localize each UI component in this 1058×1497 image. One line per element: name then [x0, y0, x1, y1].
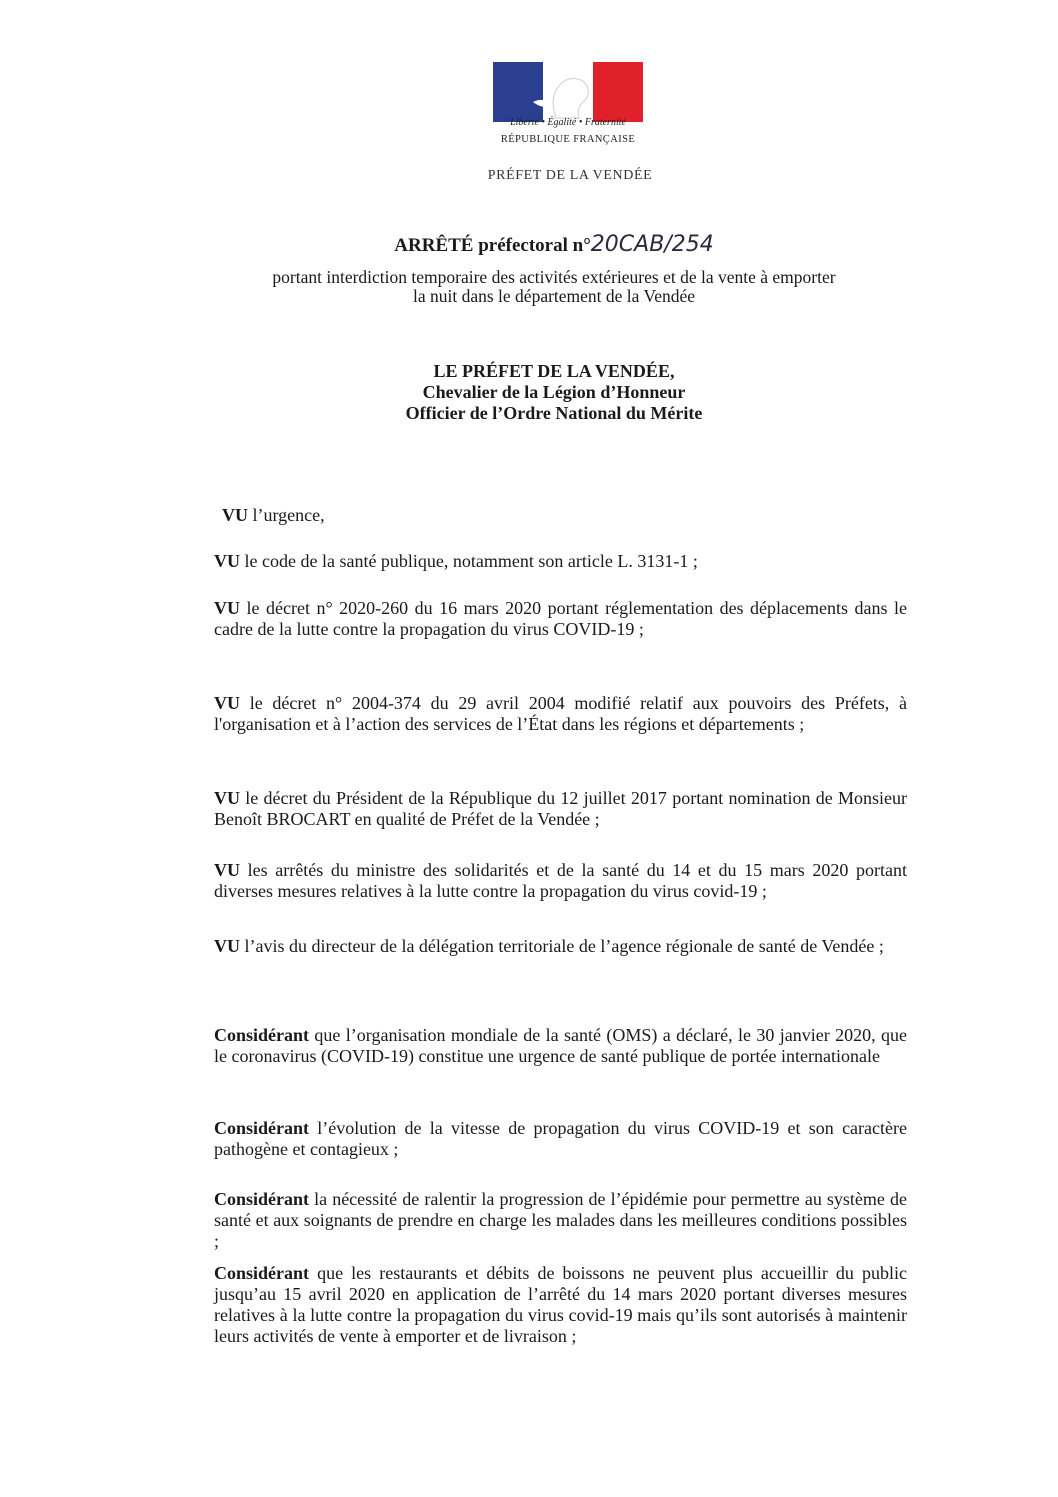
prefecture-name: PRÉFET DE LA VENDÉE: [487, 168, 653, 183]
prefet-title-line-3: Officier de l’Ordre National du Mérite: [405, 403, 703, 423]
arrete-number: 20CAB/254: [590, 232, 714, 257]
paragraph: VU le décret du Président de la République du 12 juillet 2017 portant nomination de Monsieur Benoît BROCART en qualité de Préfet de la Vendée ;: [214, 788, 907, 829]
arrete-subtitle: [200, 268, 908, 306]
paragraph: Considérant que l’organisation mondiale de la santé (OMS) a déclaré, le 30 janvier 2020, que le coronavirus (COVID-19) constitue une urgence de santé publique de portée internationale: [214, 1025, 907, 1066]
republic-motto: Liberté • Égalité • Fraternité: [510, 117, 626, 128]
paragraph: Considérant que les restaurants et débits de boissons ne peuvent plus accueillir du public jusqu’au 15 avril 2020 en application de l’arrêté du 14 mars 2020 portant diverses mesures relatives à la lutte contre la propagation du virus covid-19 mais qu’ils sont autorisés à maintenir leurs activités de vente à emporter et de livraison ;: [214, 1263, 907, 1346]
arrete-label: ARRÊTÉ préfectoral n°: [394, 235, 591, 256]
republique-francaise-label: RÉPUBLIQUE FRANÇAISE: [500, 134, 636, 145]
subtitle-line-1: portant interdiction temporaire des activités extérieures et de la vente à emporter: [272, 267, 836, 287]
paragraph: Considérant la nécessité de ralentir la progression de l’épidémie pour permettre au système de santé et aux soignants de prendre en charge les malades dans les meilleures conditions possibles ;: [214, 1189, 907, 1251]
paragraph: Considérant l’évolution de la vitesse de propagation du virus COVID-19 et son caractère pathogène et contagieux ;: [214, 1118, 907, 1159]
arrete-title: [200, 232, 908, 257]
paragraph: VU le décret n° 2004-374 du 29 avril 2004 modifié relatif aux pouvoirs des Préfets, à l'organisation et à l’action des services de l’État dans les régions et départements ;: [214, 693, 907, 734]
paragraph: VU l’avis du directeur de la délégation territoriale de l’agence régionale de santé de Vendée ;: [214, 936, 884, 956]
marianne-logo: [493, 62, 643, 122]
prefet-title-line-2: Chevalier de la Légion d’Honneur: [422, 382, 686, 402]
paragraph: VU les arrêtés du ministre des solidarités et de la santé du 14 et du 15 mars 2020 portant diverses mesures relatives à la lutte contre la propagation du virus covid-19 ;: [214, 860, 907, 901]
prefet-titles: [200, 361, 908, 424]
prefet-title-line-1: LE PRÉFET DE LA VENDÉE,: [433, 361, 675, 381]
subtitle-line-2: la nuit dans le département de la Vendée: [413, 286, 695, 306]
paragraph: VU le décret n° 2020-260 du 16 mars 2020 portant réglementation des déplacements dans le cadre de la lutte contre la propagation du virus COVID-19 ;: [214, 598, 907, 639]
paragraph: VU le code de la santé publique, notamment son article L. 3131-1 ;: [214, 551, 698, 571]
paragraph: VU l’urgence,: [222, 505, 325, 525]
